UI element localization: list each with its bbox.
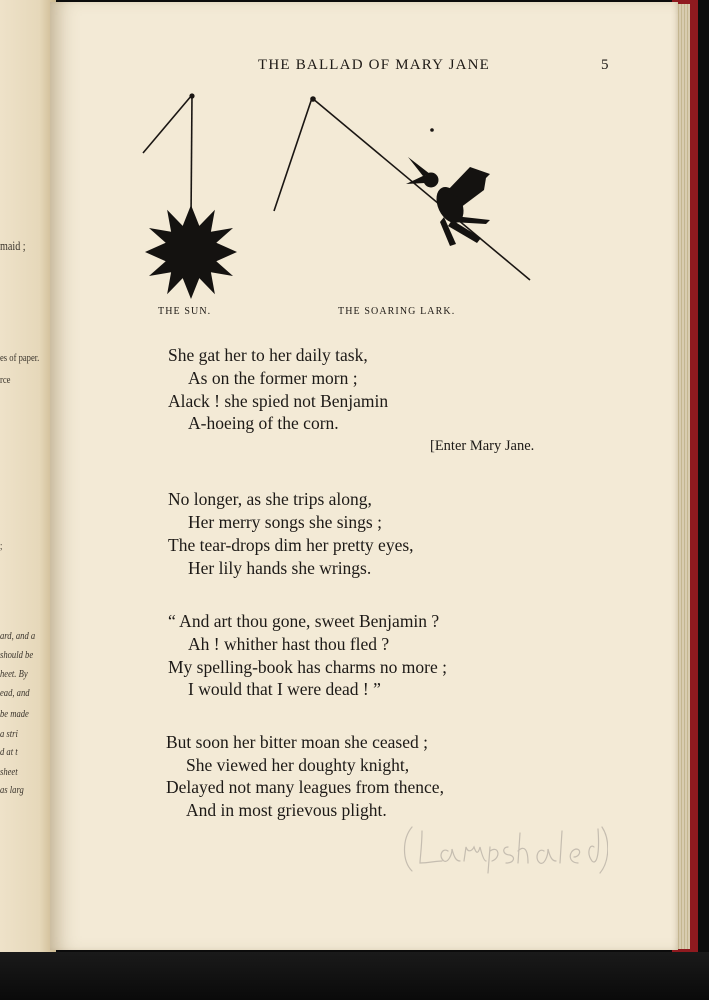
left-page-fragment: as larg — [0, 784, 24, 796]
verse-line: But soon her bitter moan she ceased ; — [166, 732, 428, 752]
verse-line: She gat her to her daily task, — [168, 345, 368, 365]
verse-line: Her lily hands she wrings. — [188, 558, 372, 578]
verse-line: I would that I were dead ! ” — [188, 679, 381, 699]
left-page-fragment: should be — [0, 649, 34, 661]
verse-line: “ And art thou gone, sweet Benjamin ? — [168, 611, 440, 631]
verse-line: Her merry songs she sings ; — [188, 512, 382, 532]
left-page-fragment: ead, and — [0, 687, 30, 699]
lark-bird-icon — [406, 157, 490, 246]
page-block-edge — [676, 4, 690, 949]
verse-line: No longer, as she trips along, — [168, 489, 372, 509]
left-page-fragment: be made — [0, 708, 29, 720]
left-page-fragment: rce — [0, 374, 11, 386]
left-page-fragment: sheet — [0, 766, 18, 778]
left-page-fragment: es of paper. — [0, 352, 40, 364]
verse-line: As on the former morn ; — [188, 368, 358, 388]
verse-line: My spelling-book has charms no more ; — [168, 657, 447, 677]
pencil-signature — [398, 817, 608, 877]
sun-icon — [145, 205, 237, 299]
verse-line: A-hoeing of the corn. — [188, 413, 339, 433]
lark-caption: THE SOARING LARK. — [338, 306, 456, 317]
lark-figure — [274, 96, 530, 280]
sun-caption: THE SUN. — [158, 306, 212, 317]
verse-line: Alack ! she spied not Benjamin — [168, 391, 389, 411]
verse-line: Delayed not many leagues from thence, — [166, 777, 444, 797]
scan-background — [0, 952, 709, 1000]
left-page-fragment: maid ; — [0, 238, 26, 253]
left-page-fragment: ard, and a — [0, 630, 36, 642]
running-head-title: THE BALLAD OF MARY JANE — [258, 57, 491, 73]
verse-line: She viewed her doughty knight, — [186, 755, 410, 775]
verse-line: Ah ! whither hast thou fled ? — [188, 634, 390, 654]
facing-left-page — [0, 0, 56, 965]
stage-direction: [Enter Mary Jane. — [430, 438, 535, 454]
book-page — [50, 2, 678, 950]
illustration — [50, 2, 678, 302]
left-page-fragment: ; — [0, 540, 3, 552]
verse-line: The tear-drops dim her pretty eyes, — [168, 535, 414, 555]
verse-line: And in most grievous plight. — [186, 800, 387, 820]
left-page-fragment: a stri — [0, 728, 18, 740]
left-page-fragment: heet. By — [0, 668, 28, 680]
sun-figure — [143, 93, 237, 299]
left-page-fragment: d at t — [0, 746, 18, 758]
page-number: 5 — [601, 57, 609, 73]
